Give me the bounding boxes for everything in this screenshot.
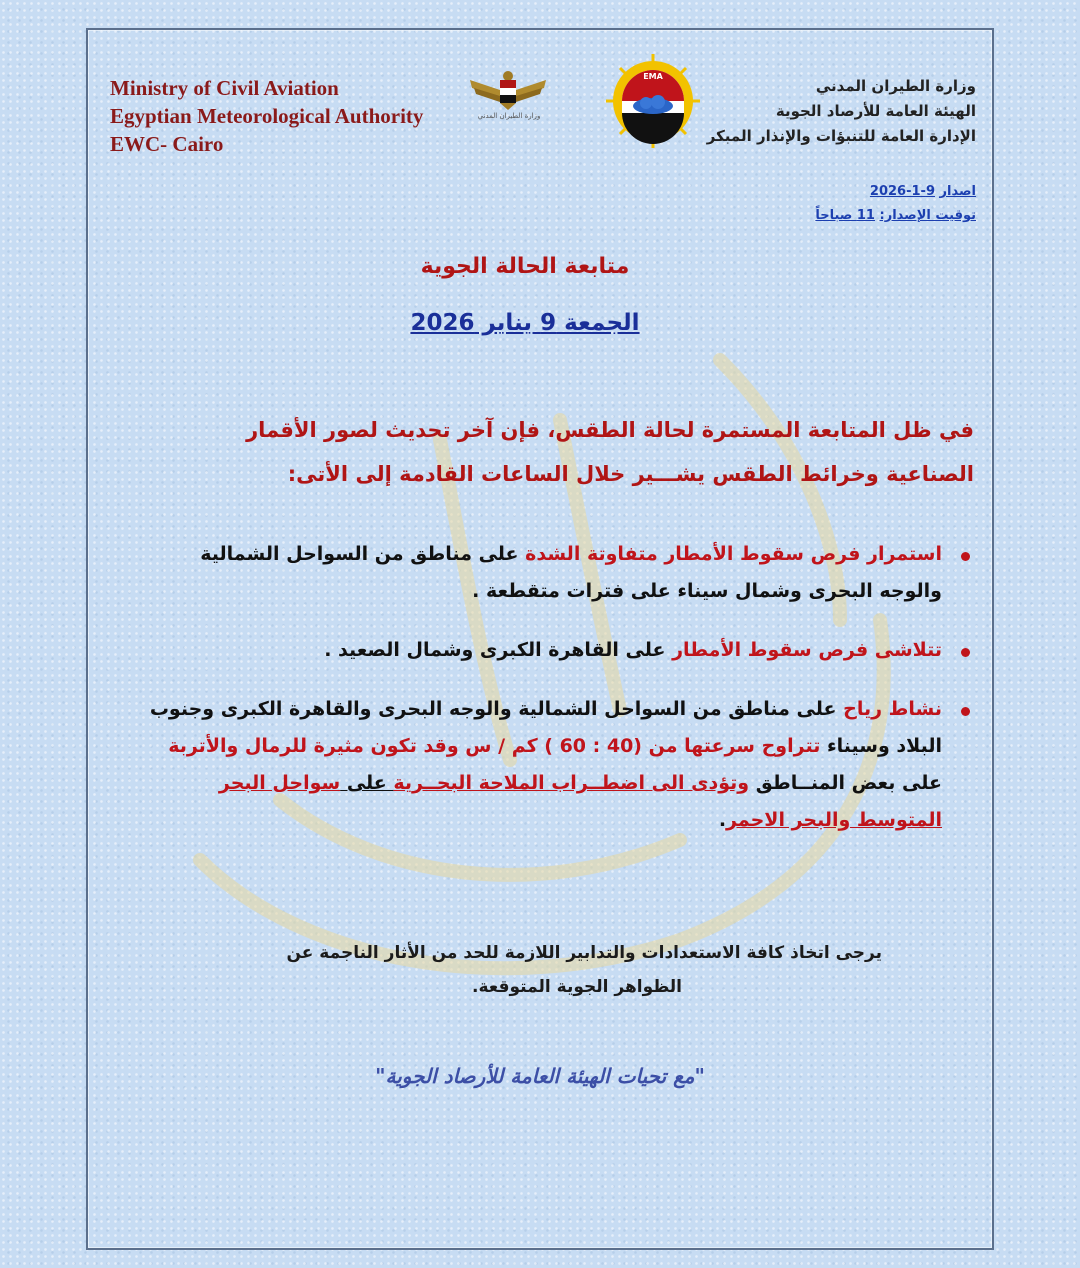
authority-name-en: Egyptian Meteorological Authority — [110, 104, 424, 128]
marine-on-text: على — [340, 772, 394, 794]
logo-caption: وزارة الطيران المدني — [477, 112, 541, 120]
rain-areas-text: على مناطق من السواحل الشمالية والوجه البحرى وشمال سيناء على فترات متقطعة . — [200, 543, 942, 602]
ministry-name-ar: وزارة الطيران المدني — [815, 77, 976, 95]
issue-info — [815, 180, 976, 228]
bulletin-title: متابعة الحالة الجوية — [420, 254, 630, 279]
issue-date: 9-1-2026 — [869, 184, 935, 199]
rain-continuation-text: استمرار فرص سقوط الأمطار متفاوتة الشدة — [525, 543, 942, 565]
wind-speed-text: تتراوح سرعتها من (40 : 60 ) كم / س وقد تكون مثيرة للرمال والأتربة — [168, 735, 821, 757]
bulletin-date: الجمعة 9 يناير 2026 — [410, 310, 640, 336]
center-name-en: EWC- Cairo — [110, 132, 224, 156]
directorate-name-ar: الإدارة العامة للتنبؤات والإنذار المبكر — [706, 127, 976, 145]
seas-coasts-text: سواحل البحر المتوسط والبحر الاحمر — [218, 772, 942, 831]
issue-time-line — [815, 204, 976, 228]
wind-areas-text: على مناطق من السواحل الشمالية والوجه البحرى والقاهرة الكبرى وجنوب البلاد وسيناء — [149, 698, 942, 757]
ema-sun-logo — [606, 54, 700, 148]
english-header — [110, 74, 423, 158]
wind-activity-text: نشاط رياح — [843, 698, 942, 720]
authority-name-ar: الهيئة العامة للأرصاد الجوية — [775, 102, 976, 120]
issue-time: 11 صباحاً — [815, 208, 875, 223]
ministry-name-en: Ministry of Civil Aviation — [110, 76, 339, 100]
closing-advice — [182, 936, 882, 1004]
list-item — [144, 632, 974, 669]
rain-fading-areas-text: على القاهرة الكبرى وشمال الصعيد . — [324, 639, 673, 661]
wind-some-areas-text: على بعض المنــاطق — [749, 772, 942, 794]
marine-disturbance-text: وتؤدى الى اضطــراب الملاحة البحــرية — [393, 772, 750, 794]
intro-paragraph: في ظل المتابعة المستمرة لحالة الطقس، فإن آخر تحديث لصور الأقمار الصناعية وخرائط الطقس يشـــير خلال الساعات القادمة إلى الأتى: — [246, 418, 974, 486]
bullet-end-dot: . — [718, 809, 727, 831]
greeting-signature: "مع تحيات الهيئة العامة للأرصاد الجوية" — [375, 1064, 705, 1088]
forecast-list — [144, 536, 974, 861]
issue-label: اصدار — [939, 184, 976, 199]
issue-date-line — [815, 180, 976, 204]
ministry-eagle-logo — [466, 62, 550, 132]
ema-logo-text: EMA — [643, 72, 663, 81]
arabic-header — [707, 74, 976, 149]
issue-time-label: توقيت الإصدار: — [879, 208, 976, 223]
closing-line-2: الظواهر الجوية المتوقعة. — [472, 977, 682, 997]
rain-fading-text: تتلاشى فرص سقوط الأمطار — [672, 639, 942, 661]
closing-line-1: يرجى اتخاذ كافة الاستعدادات والتدابير اللازمة للحد من الأثار الناجمة عن — [286, 943, 882, 963]
list-item — [144, 536, 974, 610]
list-item — [144, 691, 974, 839]
